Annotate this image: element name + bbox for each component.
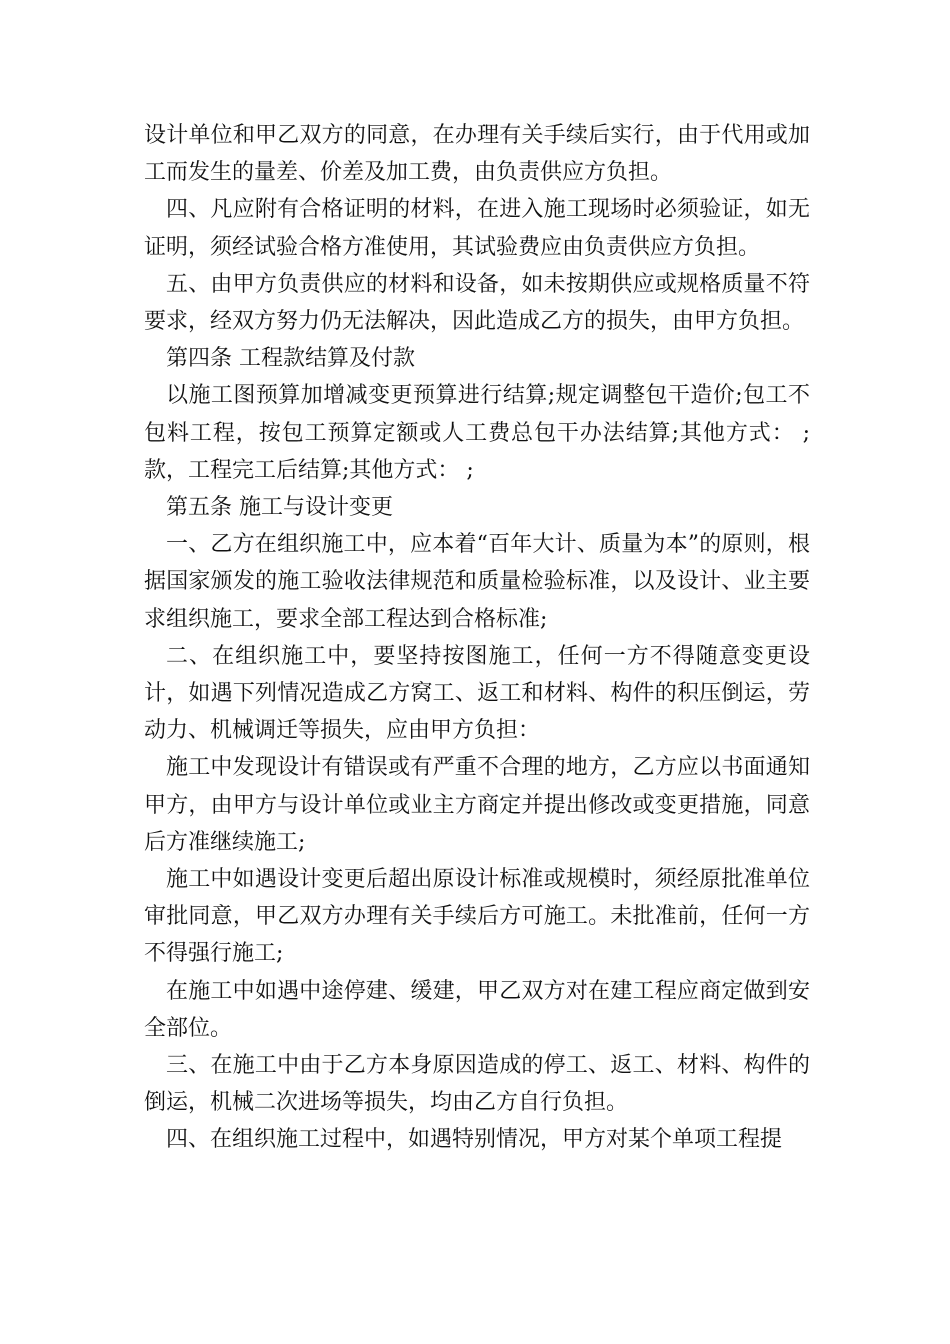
paragraph-clause-2-design-changes: 二、在组织施工中，要坚持按图施工，任何一方不得随意变更设计，如遇下列情况造成乙方窝工、返工和材料、构件的积压倒运，劳动力、机械调迁等损失，应由甲方负担： <box>144 643 810 744</box>
paragraph-clause-4-special: 四、在组织施工过程中，如遇特别情况，甲方对某个单项工程提 <box>166 1127 783 1153</box>
paragraph-clause-3-losses: 三、在施工中由于乙方本身原因造成的停工、返工、材料、构件的倒运，机械二次进场等损失，均由乙方自行负担。 <box>144 1053 810 1116</box>
paragraph-design-exceeds: 施工中如遇设计变更后超出原设计标准或规模时，须经原批准单位审批同意，甲乙双方办理有关手续后方可施工。未批准前，任何一方不得强行施工; <box>144 867 810 967</box>
paragraph-design-error: 施工中发现设计有错误或有严重不合理的地方，乙方应以书面通知甲方，由甲方与设计单位或业主方商定并提出修改或变更措施，同意后方准继续施工; <box>144 755 810 855</box>
document-page <box>144 117 810 1159</box>
paragraph-settlement: 以施工图预算加增减变更预算进行结算;规定调整包干造价;包工不包料工程，按包工预算定额或人工费总包干办法结算;其他方式： ;款，工程完工后结算;其他方式： ; <box>144 383 810 483</box>
article-4-heading: 第四条 工程款结算及付款 <box>166 346 415 372</box>
paragraph-suspension: 在施工中如遇中途停建、缓建，甲乙双方对在建工程应商定做到安全部位。 <box>144 978 810 1041</box>
paragraph-clause-5-supply: 五、由甲方负责供应的材料和设备，如未按期供应或规格质量不符要求，经双方努力仍无法解决，因此造成乙方的损失，由甲方负担。 <box>144 271 810 335</box>
paragraph-continuation: 设计单位和甲乙双方的同意，在办理有关手续后实行，由于代用或加工而发生的量差、价差及加工费，由负责供应方负担。 <box>144 123 810 186</box>
paragraph-clause-1-quality: 一、乙方在组织施工中，应本着“百年大计、质量为本”的原则，根据国家颁发的施工验收法律规范和质量检验标准，以及设计、业主要求组织施工，要求全部工程达到合格标准; <box>144 532 810 632</box>
paragraph-clause-4-certificates: 四、凡应附有合格证明的材料，在进入施工现场时必须验证，如无证明，须经试验合格方准使用，其试验费应由负责供应方负担。 <box>144 197 810 260</box>
article-5-heading: 第五条 施工与设计变更 <box>166 495 393 521</box>
